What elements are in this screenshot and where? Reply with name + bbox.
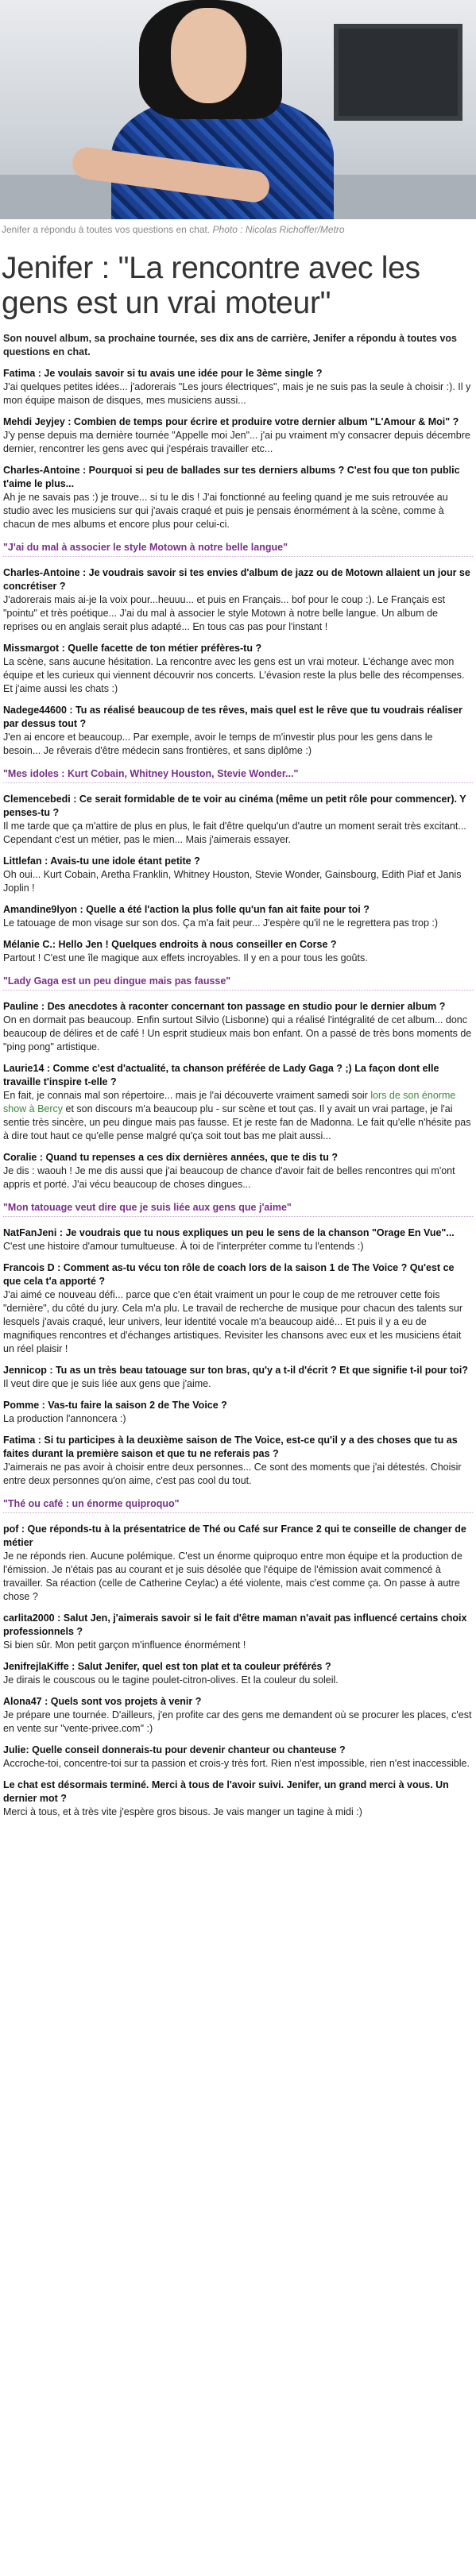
interview-body [0, 367, 476, 1819]
article-photo [0, 0, 476, 219]
answer: Il me tarde que ça m'attire de plus en plus, le fait d'être quelqu'un d'autre un moment serait très excitant... Cependant c'est un métier, pas le mien... Mais j'aimerais essayer. [3, 821, 466, 845]
question: Nadege44600 : Tu as réalisé beaucoup de tes rêves, mais quel est le rêve que tu voudrais réaliser par dessus tout ? [3, 705, 462, 729]
question: Charles-Antoine : Je voudrais savoir si tes envies d'album de jazz ou de Motown allaient un jour se concrétiser ? [3, 567, 470, 592]
article-headline: Jenifer : "La rencontre avec les gens est un vrai moteur" [2, 251, 420, 320]
qa-item [3, 1261, 473, 1356]
question: Missmargot : Quelle facette de ton métier préfères-tu ? [3, 643, 262, 654]
answer: Ah je ne savais pas :) je trouve... si tu le dis ! J'ai fonctionné au feeling quand je me suis retrouvée au studio avec les musiciens sur qui j'avais craqué et puis je pensais énormément à la scène, comme à chacun de mes albums et encore plus pour celui-ci. [3, 492, 448, 530]
answer: Accroche-toi, concentre-toi sur ta passion et crois-y très fort. Rien n'est impossible, rien n'est inaccessible. [3, 1758, 470, 1769]
pull-quote: "Mon tatouage veut dire que je suis liée aux gens que j'aime" [3, 1199, 473, 1217]
answer: Le tatouage de mon visage sur son dos. Ça m'a fait peur... J'espère qu'il ne le regrettera pas trop :) [3, 917, 439, 929]
qa-item [3, 566, 473, 634]
answer: J'en ai encore et beaucoup... Par exemple, avoir le temps de m'investir plus pour les gens dans le besoin... Je rêverais d'être médecin sans frontières, et sans diplôme :) [3, 732, 433, 756]
question: Francois D : Comment as-tu vécu ton rôle de coach lors de la saison 1 de The Voice ? Qu'est ce que cela t'a apporté ? [3, 1262, 455, 1287]
question: Coralie : Quand tu repenses a ces dix dernières années, que te dis tu ? [3, 1152, 338, 1163]
question: carlita2000 : Salut Jen, j'aimerais savoir si le fait d'être maman n'avait pas influencé certains choix professionnels ? [3, 1612, 467, 1637]
question: JenifrejlaKiffe : Salut Jenifer, quel est ton plat et ta couleur préférés ? [3, 1661, 331, 1672]
question: NatFanJeni : Je voudrais que tu nous expliques un peu le sens de la chanson "Orage En Vue"... [3, 1227, 455, 1238]
answer: Je dis : waouh ! Je me dis aussi que j'ai beaucoup de chance d'avoir fait de belles rencontres qui m'ont appris et porté. J'ai vécu beaucoup de choses dingues... [3, 1165, 455, 1190]
question: Laurie14 : Comme c'est d'actualité, ta chanson préférée de Lady Gaga ? ;) La façon dont elle travaille t'inspire t-elle ? [3, 1063, 439, 1087]
question: Jennicop : Tu as un très beau tatouage sur ton bras, qu'y a t-il d'écrit ? Et que signifie t-il pour toi? [3, 1365, 468, 1376]
question: Pauline : Des anecdotes à raconter concernant ton passage en studio pour le dernier album ? [3, 1001, 446, 1012]
answer: Oh oui... Kurt Cobain, Aretha Franklin, Whitney Houston, Stevie Wonder, Gainsbourg, Edith Piaf et Janis Joplin ! [3, 869, 462, 894]
qa-item [3, 1523, 473, 1604]
qa-item [3, 793, 473, 847]
answer: La production l'annoncera :) [3, 1413, 126, 1424]
article-intro: Son nouvel album, sa prochaine tournée, ses dix ans de carrière, Jenifer a répondu à toutes vos questions en chat. [3, 333, 458, 357]
qa-item [3, 1364, 473, 1391]
answer: Si bien sûr. Mon petit garçon m'influence énormément ! [3, 1639, 246, 1651]
question: Fatima : Si tu participes à la deuxième saison de The Voice, est-ce qu'il y a des choses que tu as faites durant la première saison et que tu ne referais pas ? [3, 1435, 458, 1459]
question: Pomme : Vas-tu faire la saison 2 de The Voice ? [3, 1400, 227, 1411]
question: Julie: Quelle conseil donnerais-tu pour devenir chanteur ou chanteuse ? [3, 1744, 346, 1755]
qa-item [3, 855, 473, 895]
question: Amandine9lyon : Quelle a été l'action la plus folle qu'un fan ait faite pour toi ? [3, 904, 370, 915]
answer: Partout ! C'est une île magique aux effets incroyables. Il y en a pour tous les goûts. [3, 952, 368, 964]
answer: La scène, sans aucune hésitation. La rencontre avec les gens est un vrai moteur. L'échange avec mon équipe et les curieux qui viennent découvrir nos concerts. L'évasion reste la plus belle des récompenses. Et j'aime aussi les chats :) [3, 656, 465, 694]
question: Charles-Antoine : Pourquoi si peu de ballades sur tes derniers albums ? C'est fou que ton public t'aime le plus... [3, 465, 460, 489]
qa-item [3, 1660, 473, 1687]
qa-item [3, 415, 473, 456]
qa-item [3, 1695, 473, 1736]
question: Le chat est désormais terminé. Merci à tous de l'avoir suivi. Jenifer, un grand merci à vous. Un dernier mot ? [3, 1779, 449, 1804]
qa-item [3, 1151, 473, 1191]
qa-item [3, 704, 473, 758]
qa-item [3, 1062, 473, 1143]
answer-text: En fait, je connais mal son répertoire... mais je l'ai découverte vraiment samedi soir [3, 1090, 371, 1101]
pull-quote: "Lady Gaga est un peu dingue mais pas fausse" [3, 973, 473, 991]
answer [3, 1089, 473, 1143]
qa-item [3, 1744, 473, 1771]
answer: J'ai aimé ce nouveau défi... parce que c'en était vraiment un pour le coup de me retrouver cette fois "dernière", du côté du jury. Cela m'a plu. Le travail de recherche de musique pour chacun des talents sur lesquels j'avais craqué, leur univers, leur identité vocale m'a beaucoup aidé... Et puis il y a eu de magnifiques rencontres et d'échanges artistiques. Revisiter les chansons avec eux et les musiciens était un réel plaisir ! [3, 1289, 463, 1354]
qa-item [3, 1612, 473, 1652]
answer: J'adorerais mais ai-je la voix pour...heuuu... et puis en Français... bof pour le coup :). Le Français est "pointu" et très poétique... J'ai du mal à associer le style Motown à notre belle langue. Un album de reprises ou en anglais serait plus adapté... En tous cas pas pour l'instant ! [3, 594, 446, 632]
caption-text: Jenifer a répondu à toutes vos questions en chat. [2, 224, 211, 235]
question: Mélanie C.: Hello Jen ! Quelques endroits à nous conseiller en Corse ? [3, 939, 337, 950]
question: pof : Que réponds-tu à la présentatrice de Thé ou Café sur France 2 qui te conseille de changer de métier [3, 1524, 466, 1548]
answer: Il veut dire que je suis liée aux gens que j'aime. [3, 1378, 211, 1389]
question: Clemencebedi : Ce serait formidable de te voir au cinéma (même un petit rôle pour commencer). Y penses-tu ? [3, 794, 466, 818]
qa-item [3, 1000, 473, 1054]
qa-item [3, 642, 473, 696]
photo-caption [0, 219, 476, 237]
answer: C'est une histoire d'amour tumultueuse. À toi de l'interpréter comme tu l'entends :) [3, 1241, 364, 1252]
answer: J'y pense depuis ma dernière tournée "Appelle moi Jen"... j'ai pu vraiment m'y consacrer depuis décembre dernier, rencontrer les gens avec qui j'espérais travailler etc... [3, 430, 470, 454]
qa-item [3, 1434, 473, 1488]
answer: Je prépare une tournée. D'ailleurs, j'en profite car des gens me demandent où se procurer les places, c'est en vente sur "vente-privee.com" :) [3, 1709, 472, 1734]
qa-item [3, 938, 473, 965]
answer: J'aimerais ne pas avoir à choisir entre deux personnes... Ce sont des moments que j'ai détestés. Choisir entre deux personnes qu'on aime, c'est pas cool du tout. [3, 1462, 462, 1486]
answer-text: et son discours m'a beaucoup plu - sur scène et tout ças. Il y avait un vrai partage, je l'ai sentie très sincère, un peu dingue mais pas fausse. Et je reste fan de Madonna. Le fait qu'elle n'hésite pas à dire tout haut ce qu'elle pense malgré qu'ça soit tout bas me plait aussi... [3, 1103, 471, 1141]
bercy-show-link[interactable]: lors de son énorme show à Bercy [3, 1090, 456, 1114]
qa-item [3, 1399, 473, 1426]
photo-credit: Photo : Nicolas Richoffer/Metro [212, 224, 345, 235]
question: Mehdi Jeyjey : Combien de temps pour écrire et produire votre dernier album "L'Amour & Moi" ? [3, 416, 459, 427]
question: Alona47 : Quels sont vos projets à venir ? [3, 1696, 202, 1707]
qa-item [3, 367, 473, 407]
pull-quote: "J'ai du mal à associer le style Motown à notre belle langue" [3, 539, 473, 557]
answer: On en dormait pas beaucoup. Enfin surtout Silvio (Lisbonne) qui a réalisé l'intégralité de cet album... donc beaucoup de délires et de café ! Un esprit studieux mais bon enfant. On a passé de très bons moments de "ping pong" artistique. [3, 1014, 472, 1052]
pull-quote: "Mes idoles : Kurt Cobain, Whitney Houston, Stevie Wonder..." [3, 766, 473, 783]
answer: J'ai quelques petites idées... j'adorerais "Les jours électriques", mais je ne suis pas la seule à choisir :). Il y mon équipe maison de disques, mes musiciens aussi... [3, 381, 471, 406]
answer: Merci à tous, et à très vite j'espère gros bisous. Je vais manger un tagine à midi :) [3, 1806, 362, 1817]
question: Littlefan : Avais-tu une idole étant petite ? [3, 855, 200, 867]
qa-item [3, 464, 473, 531]
qa-item [3, 1226, 473, 1253]
question: Fatima : Je voulais savoir si tu avais une idée pour le 3ème single ? [3, 368, 323, 379]
answer: Je ne réponds rien. Aucune polémique. C'est un énorme quiproquo entre mon équipe et la production de l'émission. Je n'étais pas au courant et je suis désolée que l'équipe de l'émission avait commencé à travailler. Sa réaction (celle de Catherine Ceylac) a été violente, mais c'est comme ça. On passe à autre chose ? [3, 1551, 462, 1602]
qa-item [3, 1778, 473, 1819]
answer: Je dirais le couscous ou le tagine poulet-citron-olives. Et la couleur du soleil. [3, 1674, 339, 1686]
pull-quote: "Thé ou café : un énorme quiproquo" [3, 1496, 473, 1513]
qa-item [3, 903, 473, 930]
